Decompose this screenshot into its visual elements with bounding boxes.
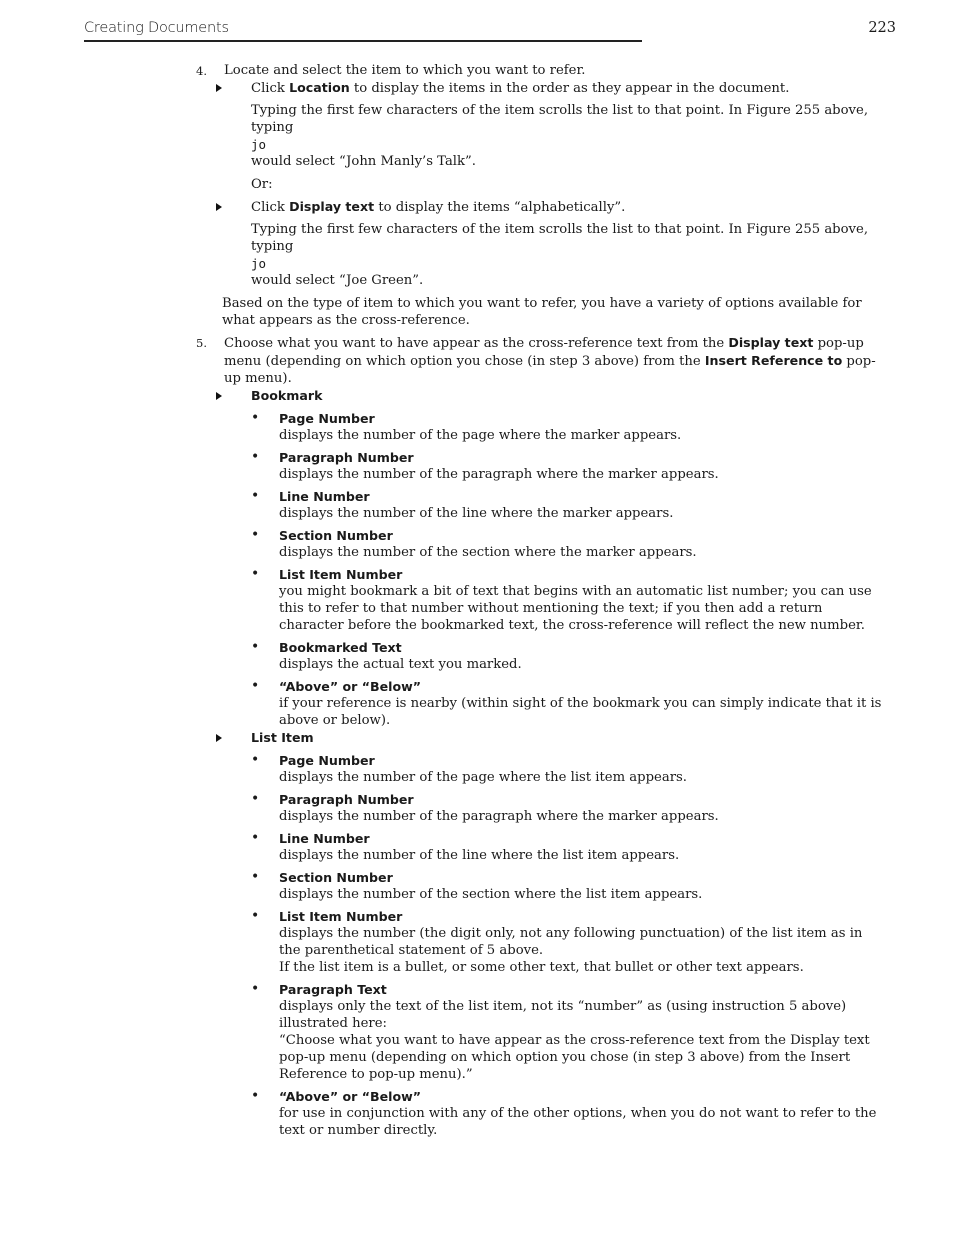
step-4 <box>0 62 954 79</box>
code-sample: jo <box>251 137 267 152</box>
list-item <box>0 527 954 561</box>
option-desc: if your reference is nearby (within sight of the bookmark you can simply indicate that it is above or below). <box>279 696 882 728</box>
bullet-icon: • <box>251 449 260 465</box>
bullet-icon: • <box>251 830 260 846</box>
option-desc: displays the number of the paragraph where the marker appears. <box>279 809 719 824</box>
option-desc: displays the number of the section where the list item appears. <box>279 887 703 902</box>
option-text-pre: Click <box>251 200 290 215</box>
option-desc: displays the number of the line where the marker appears. <box>279 506 674 521</box>
option-text-pre: Click <box>251 81 290 96</box>
step-text-post: pop-up menu). <box>224 354 876 386</box>
option-location-explanation <box>0 102 954 170</box>
option-desc: displays the number of the page where the list item appears. <box>279 770 687 785</box>
step-5 <box>0 334 954 387</box>
bullet-icon: • <box>251 639 260 655</box>
list-item <box>0 908 954 976</box>
option-title: Paragraph Text <box>279 982 387 997</box>
page-number: 223 <box>868 20 896 36</box>
running-title: Creating Documents <box>84 20 229 36</box>
option-title: Line Number <box>279 489 370 504</box>
option-title: Bookmarked Text <box>279 640 402 655</box>
option-text-post: to display the items in the order as they appear in the document. <box>349 81 790 96</box>
explanation-result: would select “Joe Green”. <box>251 273 424 288</box>
option-title: Line Number <box>279 831 370 846</box>
list-item-label: List Item <box>251 730 314 745</box>
option-desc: you might bookmark a bit of text that begins with an automatic list number; you can use this to refer to that number without mentioning the text; if you then add a return character before the bookmarked text, the cross-reference will reflect the new number. <box>279 584 872 633</box>
bullet-icon: • <box>251 1088 260 1104</box>
bookmark-section <box>0 387 954 405</box>
option-title: List Item Number <box>279 567 403 582</box>
option-title: Section Number <box>279 528 393 543</box>
bullet-icon: • <box>251 908 260 924</box>
explanation-text: Typing the first few characters of the item scrolls the list to that point. In Figure 255 above, typing <box>251 103 869 135</box>
bullet-icon: • <box>251 527 260 543</box>
option-title: List Item Number <box>279 909 403 924</box>
option-desc: for use in conjunction with any of the other options, when you do not want to refer to the text or number directly. <box>279 1106 877 1138</box>
display-text-ui-label: Display text <box>289 199 375 214</box>
option-desc: displays the actual text you marked. <box>279 657 522 672</box>
option-desc: displays the number of the line where the list item appears. <box>279 848 680 863</box>
option-text-post: to display the items “alphabetically”. <box>374 200 626 215</box>
option-title: Paragraph Number <box>279 450 414 465</box>
list-item <box>0 678 954 729</box>
option-desc: displays the number of the paragraph where the marker appears. <box>279 467 719 482</box>
code-sample: jo <box>251 256 267 271</box>
list-item-section <box>0 729 954 747</box>
option-location <box>0 79 954 97</box>
explanation-text: Typing the first few characters of the item scrolls the list to that point. In Figure 255 above, typing <box>251 222 869 254</box>
option-title: Page Number <box>279 753 375 768</box>
option-title: “Above” or “Below” <box>279 679 422 694</box>
list-item <box>0 639 954 673</box>
or-text: Or: <box>251 177 273 192</box>
list-item <box>0 869 954 903</box>
triangle-bullet-icon <box>216 203 222 211</box>
list-item <box>0 791 954 825</box>
option-desc: displays the number (the digit only, not any following punctuation) of the list item as in the parenthetical statement of 5 above. <box>279 926 863 958</box>
bookmark-label: Bookmark <box>251 388 323 403</box>
bullet-icon: • <box>251 410 260 426</box>
option-desc-quote: “Choose what you want to have appear as the cross-reference text from the Display text pop-up menu (depending on which option you chose (in step 3 above) from the Insert Reference to pop-up menu).” <box>279 1033 870 1082</box>
insert-reference-ui-label: Insert Reference to <box>704 353 843 368</box>
page-header <box>84 20 896 42</box>
list-item <box>0 1088 954 1139</box>
option-desc: displays the number of the page where the marker appears. <box>279 428 682 443</box>
option-title: Paragraph Number <box>279 792 414 807</box>
option-display-text <box>0 198 954 216</box>
step-text-pre: Choose what you want to have appear as the cross-reference text from the <box>224 336 729 351</box>
option-title: Section Number <box>279 870 393 885</box>
list-item-options <box>0 752 954 1139</box>
option-title: Page Number <box>279 411 375 426</box>
header-rule <box>84 40 642 42</box>
page-content <box>0 62 954 1139</box>
bullet-icon: • <box>251 791 260 807</box>
step-number: 4. <box>196 64 207 78</box>
list-item <box>0 488 954 522</box>
location-ui-label: Location <box>289 80 350 95</box>
step-number: 5. <box>196 336 207 350</box>
list-item <box>0 449 954 483</box>
option-desc-extra: If the list item is a bullet, or some other text, that bullet or other text appears. <box>279 960 804 975</box>
bullet-icon: • <box>251 752 260 768</box>
explanation-result: would select “John Manly’s Talk”. <box>251 154 476 169</box>
bookmark-options <box>0 410 954 729</box>
list-item <box>0 566 954 634</box>
bullet-icon: • <box>251 566 260 582</box>
display-text-ui-label: Display text <box>728 335 814 350</box>
option-display-text-explanation <box>0 221 954 289</box>
option-title: “Above” or “Below” <box>279 1089 422 1104</box>
list-item <box>0 752 954 786</box>
triangle-bullet-icon <box>216 392 222 400</box>
option-desc: displays only the text of the list item, not its “number” as (using instruction 5 above) illustrated here: <box>279 999 847 1031</box>
list-item <box>0 410 954 444</box>
step-text-mid: pop-up menu (depending on which option you chose (in step 3 above) from the <box>224 336 864 369</box>
step-text: Locate and select the item to which you want to refer. <box>224 63 586 78</box>
bullet-icon: • <box>251 488 260 504</box>
bullet-icon: • <box>251 981 260 997</box>
list-item <box>0 830 954 864</box>
triangle-bullet-icon <box>216 84 222 92</box>
intro-paragraph: Based on the type of item to which you want to refer, you have a variety of options available for what appears as the cross-reference. <box>222 296 862 328</box>
triangle-bullet-icon <box>216 734 222 742</box>
bullet-icon: • <box>251 678 260 694</box>
list-item <box>0 981 954 1083</box>
option-desc: displays the number of the section where the marker appears. <box>279 545 697 560</box>
bullet-icon: • <box>251 869 260 885</box>
